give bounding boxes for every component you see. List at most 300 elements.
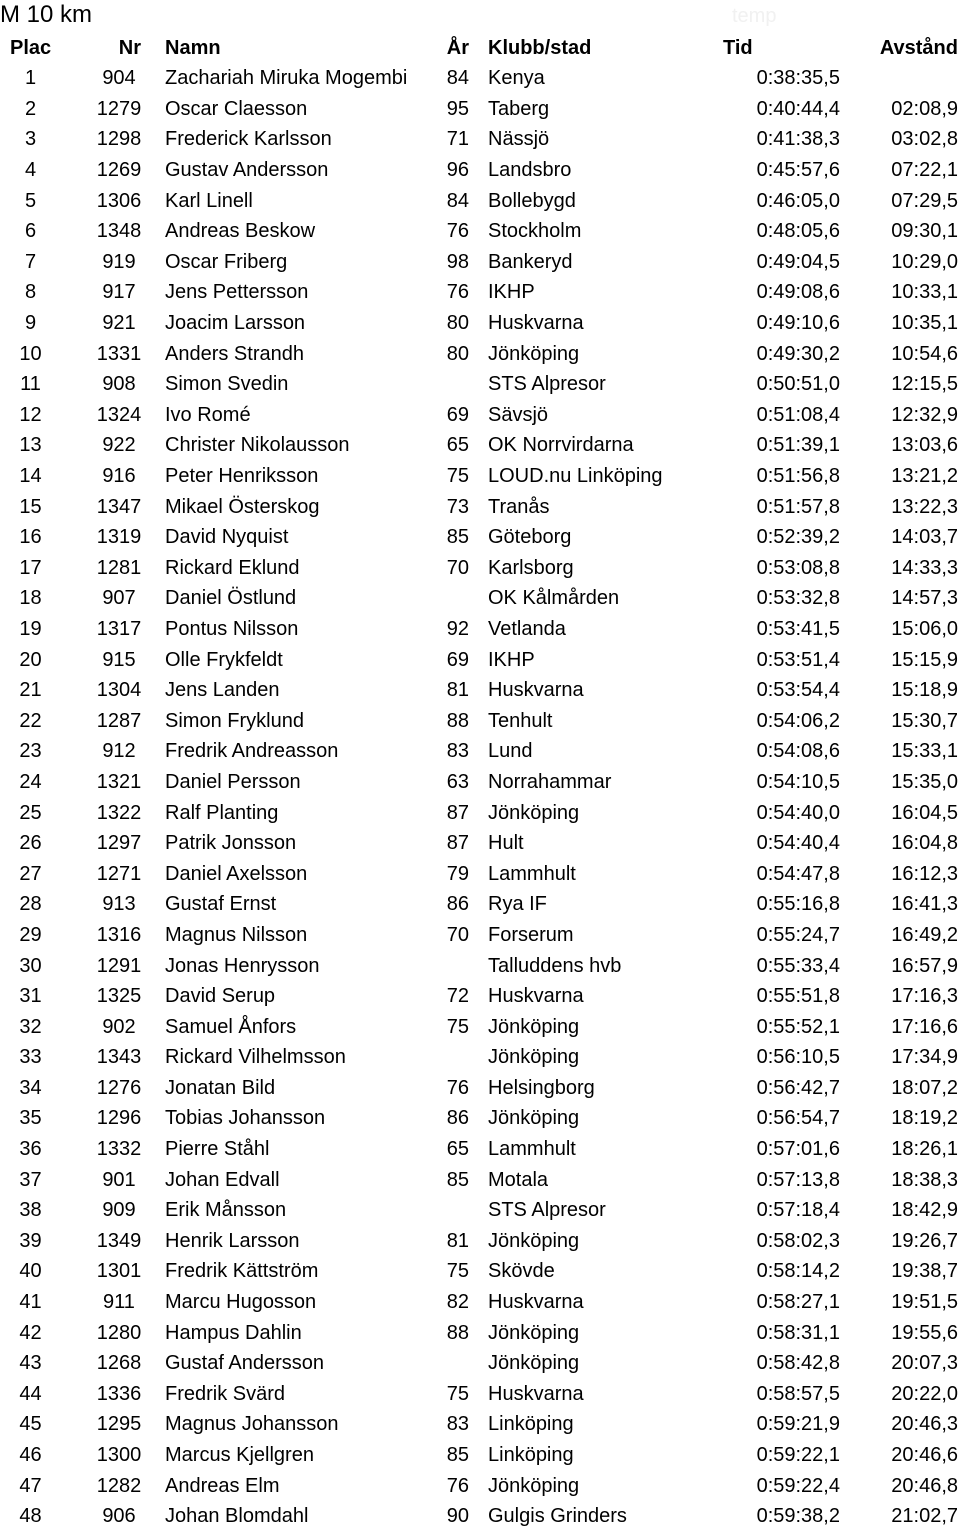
cell-ar: 75 xyxy=(446,1382,469,1405)
cell-plac: 12 xyxy=(19,403,42,426)
cell-nr: 1282 xyxy=(96,1474,142,1497)
header-avstand: Avstånd xyxy=(879,36,958,59)
cell-plac: 24 xyxy=(19,770,42,793)
cell-tid: 0:51:08,4 xyxy=(756,403,840,426)
cell-nr: 909 xyxy=(102,1199,136,1222)
cell-tid: 0:50:51,0 xyxy=(756,373,840,396)
cell-ar: 87 xyxy=(446,801,469,824)
cell-namn: Andreas Elm xyxy=(165,1474,280,1497)
cell-avstand: 20:22,0 xyxy=(891,1382,958,1405)
cell-klubb: Landsbro xyxy=(488,159,572,182)
cell-namn: Simon Svedin xyxy=(165,373,289,396)
cell-avstand: 18:38,3 xyxy=(891,1168,958,1191)
table-row xyxy=(0,185,960,216)
table-row xyxy=(0,1440,960,1471)
cell-tid: 0:52:39,2 xyxy=(756,526,840,549)
cell-namn: Gustaf Andersson xyxy=(165,1352,324,1375)
cell-namn: Rickard Vilhelmsson xyxy=(165,1046,346,1069)
cell-plac: 9 xyxy=(24,312,37,335)
table-row xyxy=(0,1226,960,1257)
cell-klubb: Tranås xyxy=(488,495,550,518)
cell-klubb: Jönköping xyxy=(488,1321,580,1344)
cell-namn: David Serup xyxy=(165,985,276,1008)
cell-tid: 0:40:44,4 xyxy=(756,97,840,120)
cell-namn: Gustaf Ernst xyxy=(165,893,277,916)
cell-ar: 81 xyxy=(446,1229,469,1252)
cell-plac: 4 xyxy=(24,159,37,182)
cell-plac: 19 xyxy=(19,617,42,640)
cell-klubb: Sävsjö xyxy=(488,403,549,426)
cell-tid: 0:58:57,5 xyxy=(756,1382,840,1405)
cell-nr: 1279 xyxy=(96,97,142,120)
cell-namn: Gustav Andersson xyxy=(165,159,329,182)
cell-ar: 76 xyxy=(446,1076,469,1099)
cell-nr: 922 xyxy=(102,434,136,457)
cell-namn: David Nyquist xyxy=(165,526,289,549)
cell-tid: 0:58:02,3 xyxy=(756,1229,840,1252)
cell-plac: 35 xyxy=(19,1107,42,1130)
cell-klubb: Kenya xyxy=(488,67,545,90)
cell-plac: 40 xyxy=(19,1260,42,1283)
table-row xyxy=(0,1195,960,1226)
table-row xyxy=(0,1011,960,1042)
cell-ar: 95 xyxy=(446,97,469,120)
cell-tid: 0:59:22,4 xyxy=(756,1474,840,1497)
cell-namn: Daniel Axelsson xyxy=(165,862,308,885)
cell-plac: 28 xyxy=(19,893,42,916)
cell-nr: 1301 xyxy=(96,1260,142,1283)
cell-namn: Marcus Kjellgren xyxy=(165,1444,314,1467)
cell-plac: 37 xyxy=(19,1168,42,1191)
cell-namn: Johan Edvall xyxy=(165,1168,280,1191)
cell-plac: 16 xyxy=(19,526,42,549)
cell-ar: 80 xyxy=(446,342,469,365)
cell-namn: Joacim Larsson xyxy=(165,312,306,335)
cell-tid: 0:57:18,4 xyxy=(756,1199,840,1222)
header-plac: Plac xyxy=(10,36,52,59)
cell-klubb: Forserum xyxy=(488,923,574,946)
cell-ar: 90 xyxy=(446,1505,469,1528)
cell-ar: 80 xyxy=(446,312,469,335)
header-nr: Nr xyxy=(118,36,141,59)
cell-klubb: Stockholm xyxy=(488,220,582,243)
cell-tid: 0:54:10,5 xyxy=(756,770,840,793)
cell-namn: Jens Landen xyxy=(165,679,280,702)
cell-avstand: 17:34,9 xyxy=(891,1046,958,1069)
cell-ar: 85 xyxy=(446,1444,469,1467)
cell-nr: 1348 xyxy=(96,220,142,243)
cell-tid: 0:58:27,1 xyxy=(756,1291,840,1314)
cell-ar: 76 xyxy=(446,1474,469,1497)
cell-namn: Oscar Friberg xyxy=(165,250,288,273)
cell-tid: 0:58:31,1 xyxy=(756,1321,840,1344)
cell-plac: 45 xyxy=(19,1413,42,1436)
cell-tid: 0:48:05,6 xyxy=(756,220,840,243)
cell-plac: 47 xyxy=(19,1474,42,1497)
cell-klubb: OK Kålmården xyxy=(488,587,620,610)
cell-nr: 1297 xyxy=(96,832,142,855)
cell-klubb: Huskvarna xyxy=(488,985,584,1008)
cell-tid: 0:53:08,8 xyxy=(756,556,840,579)
cell-avstand: 14:57,3 xyxy=(891,587,958,610)
cell-namn: Johan Blomdahl xyxy=(165,1505,309,1528)
cell-plac: 21 xyxy=(19,679,42,702)
cell-plac: 33 xyxy=(19,1046,42,1069)
cell-ar: 82 xyxy=(446,1291,469,1314)
cell-tid: 0:45:57,6 xyxy=(756,159,840,182)
cell-nr: 915 xyxy=(102,648,136,671)
cell-klubb: Tenhult xyxy=(488,709,553,732)
cell-plac: 34 xyxy=(19,1076,42,1099)
table-row xyxy=(0,614,960,645)
cell-ar xyxy=(445,1195,488,1226)
cell-klubb: IKHP xyxy=(488,281,535,304)
cell-avstand: 18:07,2 xyxy=(891,1076,958,1099)
cell-avstand: 16:41,3 xyxy=(891,893,958,916)
cell-klubb: Linköping xyxy=(488,1413,574,1436)
cell-namn: Peter Henriksson xyxy=(165,465,319,488)
cell-ar: 69 xyxy=(446,403,469,426)
cell-ar: 75 xyxy=(446,1015,469,1038)
cell-namn: Henrik Larsson xyxy=(165,1229,300,1252)
cell-nr: 1332 xyxy=(96,1138,142,1161)
cell-avstand: 19:26,7 xyxy=(891,1229,958,1252)
cell-avstand: 19:38,7 xyxy=(891,1260,958,1283)
cell-ar: 70 xyxy=(446,923,469,946)
table-row xyxy=(0,889,960,920)
cell-nr: 1317 xyxy=(96,617,142,640)
cell-ar: 75 xyxy=(446,465,469,488)
cell-klubb: Huskvarna xyxy=(488,1291,584,1314)
cell-avstand: 12:15,5 xyxy=(891,373,958,396)
cell-avstand: 18:19,2 xyxy=(891,1107,958,1130)
cell-nr: 1304 xyxy=(96,679,142,702)
cell-klubb: Karlsborg xyxy=(488,556,574,579)
cell-klubb: OK Norrvirdarna xyxy=(488,434,634,457)
cell-tid: 0:55:24,7 xyxy=(756,923,840,946)
cell-plac: 13 xyxy=(19,434,42,457)
cell-plac: 11 xyxy=(20,373,41,396)
cell-plac: 10 xyxy=(19,342,42,365)
cell-nr: 921 xyxy=(102,312,136,335)
cell-klubb: Talluddens hvb xyxy=(488,954,622,977)
cell-tid: 0:49:10,6 xyxy=(756,312,840,335)
cell-ar: 70 xyxy=(446,556,469,579)
cell-nr: 1347 xyxy=(96,495,142,518)
cell-namn: Marcu Hugosson xyxy=(165,1291,317,1314)
cell-plac: 43 xyxy=(19,1352,42,1375)
cell-ar: 76 xyxy=(446,281,469,304)
cell-namn: Anders Strandh xyxy=(165,342,304,365)
cell-plac: 14 xyxy=(19,465,42,488)
page-title: M 10 km xyxy=(0,1,93,28)
cell-ar: 86 xyxy=(446,893,469,916)
cell-tid: 0:56:54,7 xyxy=(756,1107,840,1130)
cell-klubb: Bollebygd xyxy=(488,189,576,212)
cell-klubb: Jönköping xyxy=(488,1229,580,1252)
cell-tid: 0:51:57,8 xyxy=(756,495,840,518)
cell-ar: 69 xyxy=(446,648,469,671)
table-row xyxy=(0,828,960,859)
cell-nr: 1298 xyxy=(96,128,142,151)
table-row xyxy=(0,338,960,369)
cell-avstand: 12:32,9 xyxy=(891,403,958,426)
table-row xyxy=(0,369,960,400)
table-row xyxy=(0,491,960,522)
cell-avstand: 10:54,6 xyxy=(891,342,958,365)
cell-namn: Fredrik Andreasson xyxy=(165,740,339,763)
cell-plac: 36 xyxy=(19,1138,42,1161)
cell-tid: 0:54:40,4 xyxy=(756,832,840,855)
cell-plac: 17 xyxy=(19,556,42,579)
cell-namn: Jens Pettersson xyxy=(165,281,309,304)
cell-avstand: 03:02,8 xyxy=(891,128,958,151)
table-row xyxy=(0,767,960,798)
cell-avstand: 15:18,9 xyxy=(891,679,958,702)
cell-klubb: Vetlanda xyxy=(488,617,566,640)
cell-namn: Zachariah Miruka Mogembi xyxy=(165,67,408,90)
cell-avstand: 17:16,6 xyxy=(891,1015,958,1038)
cell-namn: Patrik Jonsson xyxy=(165,832,297,855)
cell-nr: 1295 xyxy=(96,1413,142,1436)
cell-avstand: 10:29,0 xyxy=(891,250,958,273)
cell-klubb: Jönköping xyxy=(488,1046,580,1069)
table-row xyxy=(0,1256,960,1287)
cell-plac: 32 xyxy=(19,1015,42,1038)
cell-klubb: LOUD.nu Linköping xyxy=(488,465,663,488)
cell-ar xyxy=(445,1348,488,1379)
cell-nr: 1271 xyxy=(96,862,142,885)
table-row xyxy=(0,155,960,186)
cell-avstand: 15:15,9 xyxy=(891,648,958,671)
cell-klubb: Jönköping xyxy=(488,1015,580,1038)
table-row xyxy=(0,736,960,767)
cell-avstand: 13:03,6 xyxy=(891,434,958,457)
cell-tid: 0:53:41,5 xyxy=(756,617,840,640)
cell-nr: 1300 xyxy=(96,1444,142,1467)
cell-nr: 1296 xyxy=(96,1107,142,1130)
cell-plac: 5 xyxy=(24,189,37,212)
cell-tid: 0:51:56,8 xyxy=(756,465,840,488)
table-row xyxy=(0,553,960,584)
cell-nr: 902 xyxy=(102,1015,136,1038)
cell-nr: 916 xyxy=(102,465,136,488)
cell-plac: 48 xyxy=(19,1505,42,1528)
cell-ar: 81 xyxy=(446,679,469,702)
cell-ar: 92 xyxy=(446,617,469,640)
cell-tid: 0:49:30,2 xyxy=(756,342,840,365)
cell-avstand: 16:57,9 xyxy=(891,954,958,977)
cell-ar: 84 xyxy=(446,189,469,212)
cell-avstand: 14:03,7 xyxy=(891,526,958,549)
cell-klubb: Gulgis Grinders xyxy=(488,1505,627,1528)
cell-avstand: 02:08,9 xyxy=(891,97,958,120)
cell-namn: Erik Månsson xyxy=(165,1199,287,1222)
cell-klubb: Rya IF xyxy=(488,893,547,916)
cell-namn: Fredrik Kättström xyxy=(165,1260,319,1283)
cell-plac: 7 xyxy=(24,250,37,273)
results-table xyxy=(0,32,960,1532)
cell-namn: Pierre Ståhl xyxy=(165,1138,270,1161)
cell-namn: Rickard Eklund xyxy=(165,556,300,579)
cell-plac: 15 xyxy=(19,495,42,518)
temp-label: temp xyxy=(732,5,777,27)
cell-klubb: Lund xyxy=(488,740,533,763)
cell-avstand: 18:42,9 xyxy=(891,1199,958,1222)
cell-klubb: Lammhult xyxy=(488,862,576,885)
table-row xyxy=(0,675,960,706)
cell-klubb: Jönköping xyxy=(488,1107,580,1130)
cell-nr: 1349 xyxy=(96,1229,142,1252)
cell-ar xyxy=(445,369,488,400)
cell-tid: 0:49:04,5 xyxy=(756,250,840,273)
cell-avstand: 13:21,2 xyxy=(891,465,958,488)
cell-avstand: 21:02,7 xyxy=(891,1505,958,1528)
cell-ar: 79 xyxy=(446,862,469,885)
cell-klubb: Huskvarna xyxy=(488,679,584,702)
cell-klubb: Jönköping xyxy=(488,342,580,365)
cell-plac: 25 xyxy=(19,801,42,824)
cell-avstand: 20:46,6 xyxy=(891,1444,958,1467)
cell-namn: Daniel Persson xyxy=(165,770,301,793)
table-row xyxy=(0,920,960,951)
cell-nr: 1280 xyxy=(96,1321,142,1344)
cell-klubb: IKHP xyxy=(488,648,535,671)
table-row xyxy=(0,1042,960,1073)
cell-avstand: 14:33,3 xyxy=(891,556,958,579)
cell-tid: 0:55:33,4 xyxy=(756,954,840,977)
cell-avstand: 20:46,8 xyxy=(891,1474,958,1497)
cell-avstand: 16:49,2 xyxy=(891,923,958,946)
cell-avstand: 15:35,0 xyxy=(891,770,958,793)
cell-namn: Magnus Johansson xyxy=(165,1413,339,1436)
cell-namn: Daniel Östlund xyxy=(165,587,297,610)
table-row xyxy=(0,1073,960,1104)
table-row xyxy=(0,583,960,614)
cell-plac: 30 xyxy=(19,954,42,977)
cell-plac: 29 xyxy=(19,923,42,946)
cell-avstand: 07:22,1 xyxy=(891,159,958,182)
cell-tid: 0:59:38,2 xyxy=(756,1505,840,1528)
cell-namn: Oscar Claesson xyxy=(165,97,308,120)
cell-avstand: 18:26,1 xyxy=(891,1138,958,1161)
cell-tid: 0:54:47,8 xyxy=(756,862,840,885)
table-row xyxy=(0,1409,960,1440)
cell-namn: Karl Linell xyxy=(165,189,253,212)
cell-plac: 26 xyxy=(19,832,42,855)
cell-tid: 0:38:35,5 xyxy=(756,67,840,90)
cell-plac: 46 xyxy=(19,1444,42,1467)
cell-avstand xyxy=(840,63,960,94)
table-row xyxy=(0,981,960,1012)
cell-nr: 1319 xyxy=(96,526,142,549)
table-row xyxy=(0,1134,960,1165)
cell-tid: 0:55:52,1 xyxy=(756,1015,840,1038)
cell-nr: 1306 xyxy=(96,189,142,212)
cell-klubb: Bankeryd xyxy=(488,250,573,273)
cell-plac: 44 xyxy=(19,1382,42,1405)
cell-nr: 1268 xyxy=(96,1352,142,1375)
cell-nr: 1281 xyxy=(96,556,142,579)
cell-klubb: Jönköping xyxy=(488,1474,580,1497)
cell-tid: 0:54:06,2 xyxy=(756,709,840,732)
cell-klubb: Linköping xyxy=(488,1444,574,1467)
cell-klubb: Lammhult xyxy=(488,1138,576,1161)
cell-nr: 1324 xyxy=(96,403,142,426)
table-row xyxy=(0,705,960,736)
cell-avstand: 16:04,5 xyxy=(891,801,958,824)
cell-ar: 71 xyxy=(446,128,469,151)
table-row xyxy=(0,1103,960,1134)
cell-tid: 0:53:32,8 xyxy=(756,587,840,610)
cell-namn: Hampus Dahlin xyxy=(165,1321,302,1344)
header-klubb: Klubb/stad xyxy=(488,36,592,59)
cell-klubb: Jönköping xyxy=(488,801,580,824)
cell-ar: 87 xyxy=(446,832,469,855)
cell-tid: 0:54:08,6 xyxy=(756,740,840,763)
cell-klubb: Jönköping xyxy=(488,1352,580,1375)
cell-tid: 0:57:01,6 xyxy=(756,1138,840,1161)
cell-plac: 3 xyxy=(24,128,37,151)
cell-tid: 0:54:40,0 xyxy=(756,801,840,824)
cell-tid: 0:49:08,6 xyxy=(756,281,840,304)
cell-namn: Samuel Ånfors xyxy=(165,1015,297,1038)
cell-ar: 65 xyxy=(446,434,469,457)
header-namn: Namn xyxy=(165,36,221,59)
cell-namn: Christer Nikolausson xyxy=(165,434,350,457)
cell-nr: 1331 xyxy=(96,342,142,365)
cell-nr: 917 xyxy=(102,281,136,304)
cell-ar: 75 xyxy=(446,1260,469,1283)
cell-klubb: Motala xyxy=(488,1168,549,1191)
table-row xyxy=(0,430,960,461)
cell-nr: 1269 xyxy=(96,159,142,182)
cell-namn: Jonatan Bild xyxy=(165,1076,276,1099)
cell-avstand: 16:04,8 xyxy=(891,832,958,855)
cell-plac: 23 xyxy=(19,740,42,763)
table-row xyxy=(0,1379,960,1410)
cell-nr: 1276 xyxy=(96,1076,142,1099)
cell-ar: 86 xyxy=(446,1107,469,1130)
cell-tid: 0:57:13,8 xyxy=(756,1168,840,1191)
table-row xyxy=(0,1317,960,1348)
cell-klubb: Helsingborg xyxy=(488,1076,595,1099)
cell-tid: 0:53:54,4 xyxy=(756,679,840,702)
cell-ar: 63 xyxy=(446,770,469,793)
cell-nr: 911 xyxy=(103,1291,135,1314)
cell-plac: 6 xyxy=(24,220,37,243)
cell-tid: 0:53:51,4 xyxy=(756,648,840,671)
cell-nr: 1336 xyxy=(96,1382,142,1405)
cell-nr: 1322 xyxy=(96,801,142,824)
cell-tid: 0:58:14,2 xyxy=(756,1260,840,1283)
header-tid: Tid xyxy=(723,36,753,59)
cell-namn: Olle Frykfeldt xyxy=(165,648,283,671)
cell-ar: 98 xyxy=(446,250,469,273)
cell-nr: 907 xyxy=(102,587,136,610)
cell-ar: 96 xyxy=(446,159,469,182)
cell-namn: Fredrik Svärd xyxy=(165,1382,286,1405)
table-row xyxy=(0,950,960,981)
cell-tid: 0:51:39,1 xyxy=(756,434,840,457)
cell-plac: 8 xyxy=(24,281,37,304)
cell-ar: 85 xyxy=(446,526,469,549)
table-row xyxy=(0,1287,960,1318)
cell-tid: 0:55:16,8 xyxy=(756,893,840,916)
cell-avstand: 20:07,3 xyxy=(891,1352,958,1375)
cell-nr: 1325 xyxy=(96,985,142,1008)
cell-namn: Ralf Planting xyxy=(165,801,279,824)
